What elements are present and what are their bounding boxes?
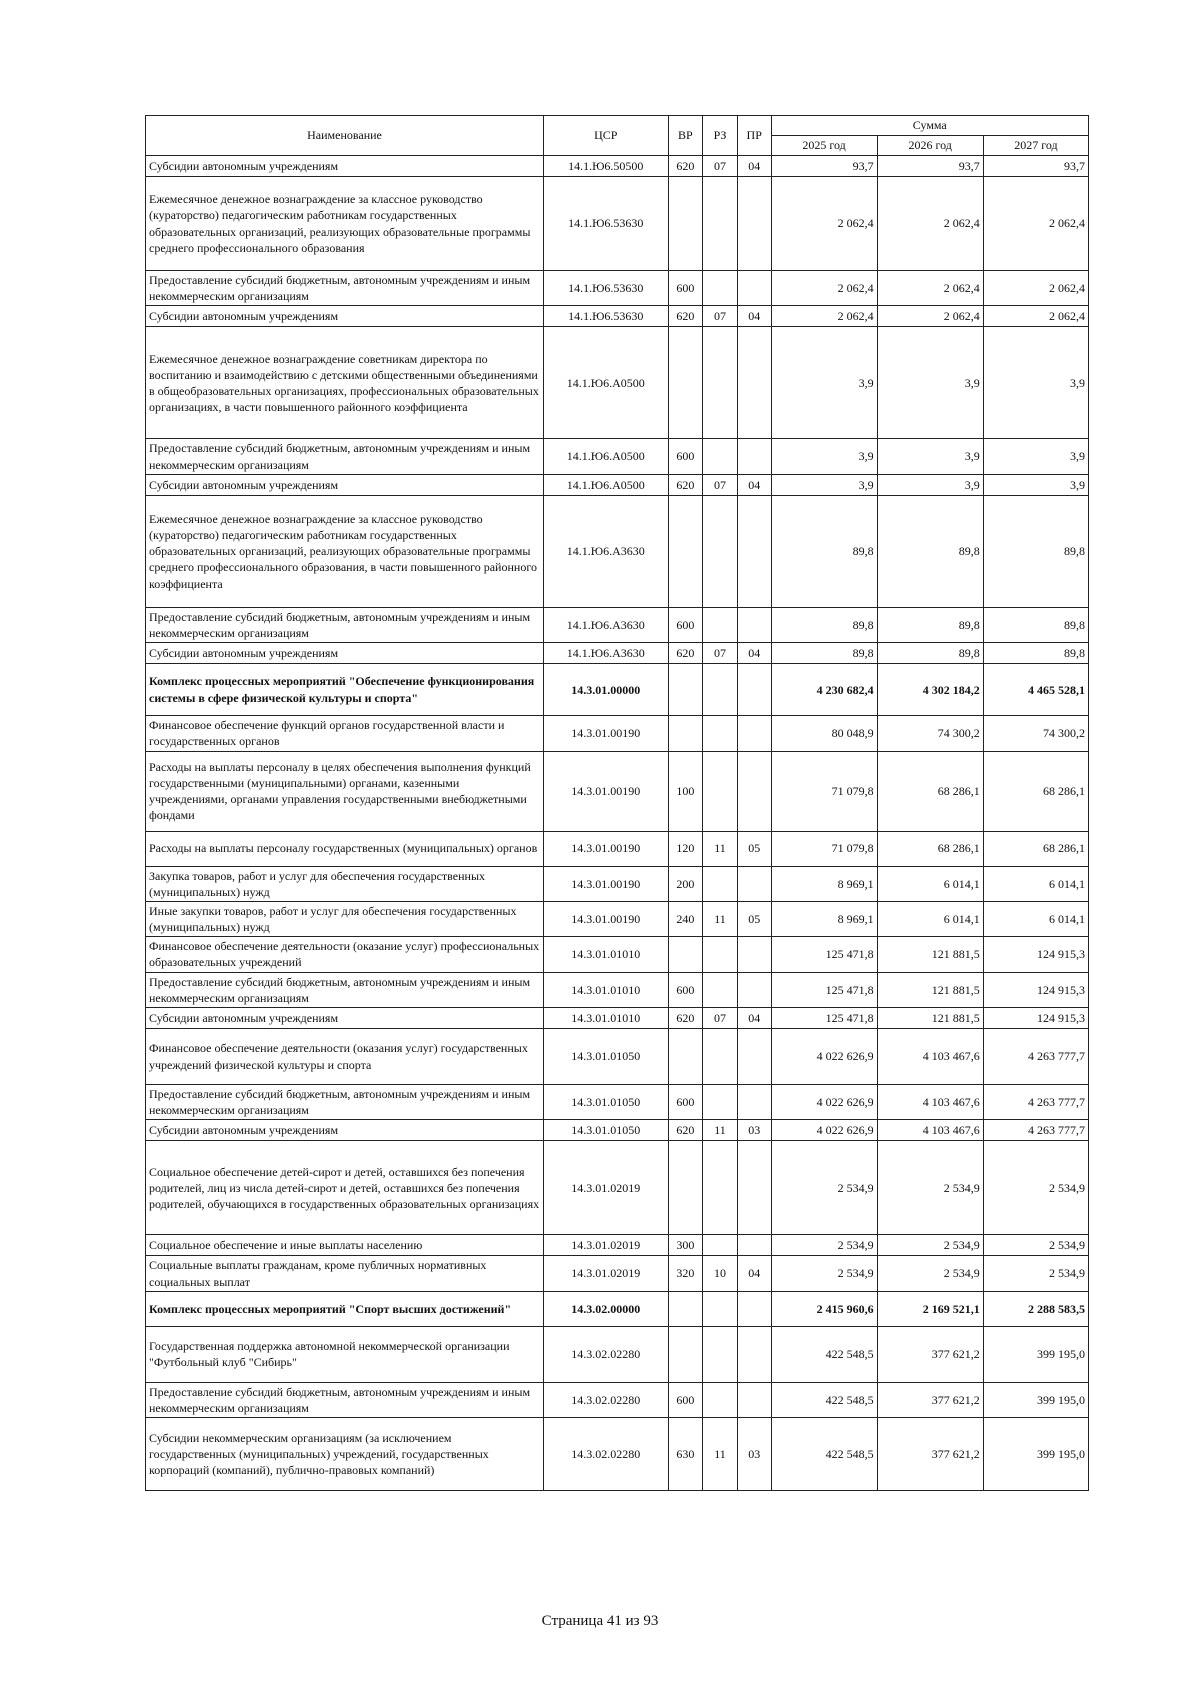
row-csr: 14.3.01.01050 [544,1085,669,1120]
row-pr [737,716,771,751]
row-csr: 14.3.02.02280 [544,1326,669,1382]
row-name: Субсидии автономным учреждениям [146,1008,544,1029]
row-rz [703,327,738,439]
row-sum-2027: 6 014,1 [983,901,1088,936]
table-row [146,156,1089,177]
row-sum-2025: 89,8 [771,643,877,664]
header-year-2025: 2025 год [771,136,877,156]
row-name: Социальные выплаты гражданам, кроме публичных нормативных социальных выплат [146,1256,544,1291]
row-csr: 14.3.02.02280 [544,1382,669,1417]
table-header [146,116,1089,156]
table-row [146,1008,1089,1029]
row-sum-2025: 2 534,9 [771,1256,877,1291]
row-name: Субсидии автономным учреждениям [146,156,544,177]
row-name: Социальное обеспечение и иные выплаты населению [146,1235,544,1256]
table-row [146,474,1089,495]
row-rz [703,495,738,607]
row-sum-2027: 93,7 [983,156,1088,177]
row-pr: 04 [737,306,771,327]
row-rz: 07 [703,643,738,664]
row-sum-2027: 4 263 777,7 [983,1029,1088,1085]
row-pr [737,1326,771,1382]
row-rz [703,751,738,831]
row-pr: 05 [737,901,771,936]
row-sum-2026: 68 286,1 [877,831,983,866]
row-rz: 11 [703,831,738,866]
table-row [146,1256,1089,1291]
row-name: Предоставление субсидий бюджетным, автономным учреждениям и иным некоммерческим организациям [146,607,544,642]
row-csr: 14.3.01.01010 [544,1008,669,1029]
row-csr: 14.3.01.00000 [544,664,669,716]
row-sum-2025: 125 471,8 [771,1008,877,1029]
row-pr [737,177,771,271]
row-name: Субсидии автономным учреждениям [146,474,544,495]
row-name: Предоставление субсидий бюджетным, автономным учреждениям и иным некоммерческим организациям [146,271,544,306]
row-name: Финансовое обеспечение деятельности (оказания услуг) государственных учреждений физической культуры и спорта [146,1029,544,1085]
table-body [146,156,1089,1491]
row-sum-2027: 3,9 [983,474,1088,495]
row-sum-2027: 68 286,1 [983,751,1088,831]
row-sum-2027: 124 915,3 [983,972,1088,1007]
table-row [146,1029,1089,1085]
row-pr [737,495,771,607]
header-rz: РЗ [703,116,738,156]
row-sum-2025: 4 230 682,4 [771,664,877,716]
row-sum-2027: 2 534,9 [983,1256,1088,1291]
row-rz: 07 [703,156,738,177]
row-csr: 14.3.02.00000 [544,1291,669,1326]
row-vr: 600 [668,972,703,1007]
row-rz [703,439,738,474]
row-sum-2027: 89,8 [983,607,1088,642]
row-name: Субсидии автономным учреждениям [146,643,544,664]
row-sum-2027: 6 014,1 [983,866,1088,901]
row-pr [737,1141,771,1235]
row-rz [703,866,738,901]
row-name: Предоставление субсидий бюджетным, автономным учреждениям и иным некоммерческим организациям [146,1382,544,1417]
row-name: Предоставление субсидий бюджетным, автономным учреждениям и иным некоммерческим организациям [146,439,544,474]
row-sum-2026: 377 621,2 [877,1326,983,1382]
row-sum-2027: 2 534,9 [983,1141,1088,1235]
table-row [146,1382,1089,1417]
row-sum-2026: 377 621,2 [877,1418,983,1491]
row-sum-2027: 399 195,0 [983,1382,1088,1417]
row-sum-2025: 71 079,8 [771,751,877,831]
row-csr: 14.1.Ю6.А3630 [544,607,669,642]
row-sum-2025: 8 969,1 [771,866,877,901]
row-vr [668,1291,703,1326]
row-sum-2026: 2 062,4 [877,271,983,306]
row-name: Финансовое обеспечение функций органов государственной власти и государственных органов [146,716,544,751]
row-sum-2025: 3,9 [771,474,877,495]
row-sum-2026: 3,9 [877,327,983,439]
row-sum-2027: 89,8 [983,643,1088,664]
row-sum-2026: 93,7 [877,156,983,177]
row-pr: 04 [737,1008,771,1029]
row-rz [703,664,738,716]
row-sum-2026: 68 286,1 [877,751,983,831]
row-vr: 200 [668,866,703,901]
row-sum-2027: 3,9 [983,327,1088,439]
row-csr: 14.1.Ю6.А0500 [544,327,669,439]
row-csr: 14.3.01.00190 [544,716,669,751]
header-pr: ПР [737,116,771,156]
header-year-2026: 2026 год [877,136,983,156]
row-sum-2025: 93,7 [771,156,877,177]
row-pr: 04 [737,1256,771,1291]
row-rz: 11 [703,1120,738,1141]
row-pr: 04 [737,474,771,495]
row-name: Субсидии автономным учреждениям [146,1120,544,1141]
row-name: Предоставление субсидий бюджетным, автономным учреждениям и иным некоммерческим организациям [146,1085,544,1120]
row-csr: 14.1.Ю6.А0500 [544,439,669,474]
row-sum-2026: 6 014,1 [877,901,983,936]
row-sum-2027: 2 062,4 [983,271,1088,306]
row-rz [703,937,738,972]
table-row [146,664,1089,716]
row-pr: 04 [737,156,771,177]
table-row [146,901,1089,936]
row-sum-2025: 2 534,9 [771,1235,877,1256]
row-vr [668,937,703,972]
row-vr: 600 [668,1085,703,1120]
table-row [146,716,1089,751]
row-csr: 14.1.Ю6.50500 [544,156,669,177]
row-rz [703,177,738,271]
table-row [146,607,1089,642]
row-vr: 600 [668,271,703,306]
row-sum-2027: 124 915,3 [983,1008,1088,1029]
row-pr: 03 [737,1120,771,1141]
row-sum-2025: 4 022 626,9 [771,1120,877,1141]
row-pr [737,1085,771,1120]
row-csr: 14.3.01.00190 [544,866,669,901]
table-row [146,1141,1089,1235]
row-sum-2027: 4 465 528,1 [983,664,1088,716]
row-sum-2027: 4 263 777,7 [983,1085,1088,1120]
row-vr: 620 [668,1120,703,1141]
row-rz [703,1326,738,1382]
row-vr: 620 [668,643,703,664]
table-row [146,1120,1089,1141]
table-row [146,271,1089,306]
row-rz: 11 [703,901,738,936]
row-name: Социальное обеспечение детей-сирот и детей, оставшихся без попечения родителей, лиц из числа детей-сирот и детей, оставшихся без попечения родителей, обучающихся в государственных образовательных организациях [146,1141,544,1235]
row-vr: 620 [668,306,703,327]
row-pr [737,937,771,972]
row-rz [703,1085,738,1120]
row-sum-2025: 89,8 [771,495,877,607]
budget-table [145,115,1089,1491]
row-rz [703,271,738,306]
table-row [146,495,1089,607]
row-csr: 14.1.Ю6.А3630 [544,643,669,664]
row-sum-2026: 4 302 184,2 [877,664,983,716]
row-sum-2025: 4 022 626,9 [771,1085,877,1120]
row-sum-2026: 2 534,9 [877,1235,983,1256]
row-sum-2027: 4 263 777,7 [983,1120,1088,1141]
row-pr [737,751,771,831]
row-csr: 14.3.01.02019 [544,1256,669,1291]
row-pr [737,866,771,901]
row-pr [737,271,771,306]
row-sum-2027: 399 195,0 [983,1326,1088,1382]
row-rz [703,972,738,1007]
header-year-2027: 2027 год [983,136,1088,156]
row-sum-2025: 4 022 626,9 [771,1029,877,1085]
table-row [146,177,1089,271]
row-rz [703,1029,738,1085]
row-rz [703,1291,738,1326]
row-pr [737,972,771,1007]
row-csr: 14.1.Ю6.53630 [544,271,669,306]
row-csr: 14.3.01.01050 [544,1029,669,1085]
row-pr: 04 [737,643,771,664]
row-vr: 620 [668,474,703,495]
row-sum-2025: 2 062,4 [771,177,877,271]
row-sum-2025: 125 471,8 [771,937,877,972]
row-sum-2025: 2 062,4 [771,271,877,306]
row-vr: 620 [668,156,703,177]
table-row [146,751,1089,831]
row-sum-2027: 2 062,4 [983,177,1088,271]
row-sum-2026: 121 881,5 [877,937,983,972]
row-pr [737,1029,771,1085]
row-csr: 14.1.Ю6.53630 [544,306,669,327]
row-name: Закупка товаров, работ и услуг для обеспечения государственных (муниципальных) нужд [146,866,544,901]
row-sum-2026: 89,8 [877,643,983,664]
table-row [146,439,1089,474]
row-name: Комплекс процессных мероприятий "Обеспечение функционирования системы в сфере физической культуры и спорта" [146,664,544,716]
row-sum-2026: 6 014,1 [877,866,983,901]
row-rz [703,1382,738,1417]
row-pr [737,1291,771,1326]
row-name: Расходы на выплаты персоналу государственных (муниципальных) органов [146,831,544,866]
row-sum-2026: 121 881,5 [877,972,983,1007]
row-vr [668,495,703,607]
row-sum-2025: 125 471,8 [771,972,877,1007]
row-sum-2027: 74 300,2 [983,716,1088,751]
row-sum-2026: 74 300,2 [877,716,983,751]
row-sum-2026: 89,8 [877,607,983,642]
table-row [146,1418,1089,1491]
row-name: Государственная поддержка автономной некоммерческой организации "Футбольный клуб "Сибирь" [146,1326,544,1382]
row-name: Комплекс процессных мероприятий "Спорт высших достижений" [146,1291,544,1326]
row-csr: 14.1.Ю6.53630 [544,177,669,271]
table-row [146,972,1089,1007]
row-vr: 630 [668,1418,703,1491]
row-rz [703,1235,738,1256]
row-csr: 14.3.01.00190 [544,901,669,936]
table-row [146,643,1089,664]
row-name: Ежемесячное денежное вознаграждение за классное руководство (кураторство) педагогическим работникам государственных образовательных организаций, реализующих образовательные программы среднего профессионального образования, в части повышенного районного коэффициента [146,495,544,607]
row-vr [668,1029,703,1085]
table-row [146,866,1089,901]
row-csr: 14.1.Ю6.А0500 [544,474,669,495]
row-sum-2026: 4 103 467,6 [877,1085,983,1120]
row-name: Субсидии некоммерческим организациям (за исключением государственных (муниципальных) учреждений, государственных корпораций (компаний), публично-правовых компаний) [146,1418,544,1491]
row-name: Предоставление субсидий бюджетным, автономным учреждениям и иным некоммерческим организациям [146,972,544,1007]
row-vr [668,177,703,271]
row-sum-2027: 2 534,9 [983,1235,1088,1256]
row-sum-2025: 3,9 [771,439,877,474]
row-sum-2025: 8 969,1 [771,901,877,936]
table-row [146,1235,1089,1256]
row-rz: 10 [703,1256,738,1291]
row-sum-2025: 71 079,8 [771,831,877,866]
row-sum-2025: 422 548,5 [771,1418,877,1491]
row-name: Расходы на выплаты персоналу в целях обеспечения выполнения функций государственными (муниципальными) органами, казенными учреждениями, органами управления государственными внебюджетными фондами [146,751,544,831]
table-row [146,1326,1089,1382]
row-name: Ежемесячное денежное вознаграждение советникам директора по воспитанию и взаимодействию с детскими общественными объединениями в общеобразовательных организациях, профессиональных образовательных организациях, в части повышенного районного коэффициента [146,327,544,439]
table-row [146,831,1089,866]
table-row [146,937,1089,972]
header-vr: ВР [668,116,703,156]
row-vr [668,716,703,751]
row-csr: 14.3.01.01010 [544,972,669,1007]
row-sum-2027: 3,9 [983,439,1088,474]
header-csr: ЦСР [544,116,669,156]
page-number: Страница 41 из 93 [541,1613,659,1629]
row-sum-2026: 2 062,4 [877,177,983,271]
row-sum-2027: 124 915,3 [983,937,1088,972]
row-csr: 14.3.01.00190 [544,831,669,866]
row-sum-2027: 68 286,1 [983,831,1088,866]
row-rz [703,716,738,751]
row-vr: 600 [668,607,703,642]
row-pr [737,664,771,716]
row-sum-2025: 2 062,4 [771,306,877,327]
row-pr: 05 [737,831,771,866]
row-sum-2026: 2 062,4 [877,306,983,327]
row-vr: 320 [668,1256,703,1291]
row-sum-2027: 89,8 [983,495,1088,607]
row-vr: 100 [668,751,703,831]
row-sum-2026: 3,9 [877,439,983,474]
row-sum-2025: 89,8 [771,607,877,642]
row-sum-2025: 422 548,5 [771,1326,877,1382]
table-row [146,306,1089,327]
row-csr: 14.3.01.02019 [544,1141,669,1235]
row-vr [668,664,703,716]
row-sum-2026: 2 534,9 [877,1256,983,1291]
row-vr [668,1141,703,1235]
row-sum-2027: 2 062,4 [983,306,1088,327]
row-vr [668,327,703,439]
row-pr [737,1235,771,1256]
row-sum-2025: 2 415 960,6 [771,1291,877,1326]
row-pr: 03 [737,1418,771,1491]
row-sum-2025: 80 048,9 [771,716,877,751]
row-vr [668,1326,703,1382]
row-name: Субсидии автономным учреждениям [146,306,544,327]
row-vr: 600 [668,1382,703,1417]
row-sum-2025: 2 534,9 [771,1141,877,1235]
row-sum-2026: 2 169 521,1 [877,1291,983,1326]
row-vr: 240 [668,901,703,936]
row-rz: 07 [703,474,738,495]
row-vr: 620 [668,1008,703,1029]
row-name: Финансовое обеспечение деятельности (оказание услуг) профессиональных образовательных учреждений [146,937,544,972]
table-row [146,327,1089,439]
row-sum-2026: 3,9 [877,474,983,495]
row-sum-2026: 2 534,9 [877,1141,983,1235]
row-sum-2027: 2 288 583,5 [983,1291,1088,1326]
row-sum-2026: 4 103 467,6 [877,1120,983,1141]
row-vr: 300 [668,1235,703,1256]
row-rz: 07 [703,306,738,327]
row-name: Ежемесячное денежное вознаграждение за классное руководство (кураторство) педагогическим работникам государственных образовательных организаций, реализующих образовательные программы среднего профессионального образования [146,177,544,271]
row-csr: 14.3.01.01010 [544,937,669,972]
row-csr: 14.3.02.02280 [544,1418,669,1491]
row-pr [737,327,771,439]
row-csr: 14.1.Ю6.А3630 [544,495,669,607]
row-vr: 120 [668,831,703,866]
row-name: Иные закупки товаров, работ и услуг для обеспечения государственных (муниципальных) нужд [146,901,544,936]
row-sum-2025: 422 548,5 [771,1382,877,1417]
row-sum-2027: 399 195,0 [983,1418,1088,1491]
row-rz [703,1141,738,1235]
row-sum-2026: 89,8 [877,495,983,607]
row-rz [703,607,738,642]
table-row [146,1085,1089,1120]
table-row [146,1291,1089,1326]
row-csr: 14.3.01.00190 [544,751,669,831]
row-sum-2026: 121 881,5 [877,1008,983,1029]
row-sum-2026: 4 103 467,6 [877,1029,983,1085]
row-csr: 14.3.01.01050 [544,1120,669,1141]
header-sum: Сумма [771,116,1088,136]
row-pr [737,1382,771,1417]
row-pr [737,439,771,474]
row-sum-2025: 3,9 [771,327,877,439]
row-sum-2026: 377 621,2 [877,1382,983,1417]
row-rz: 07 [703,1008,738,1029]
row-rz: 11 [703,1418,738,1491]
row-vr: 600 [668,439,703,474]
row-pr [737,607,771,642]
row-csr: 14.3.01.02019 [544,1235,669,1256]
header-name: Наименование [146,116,544,156]
